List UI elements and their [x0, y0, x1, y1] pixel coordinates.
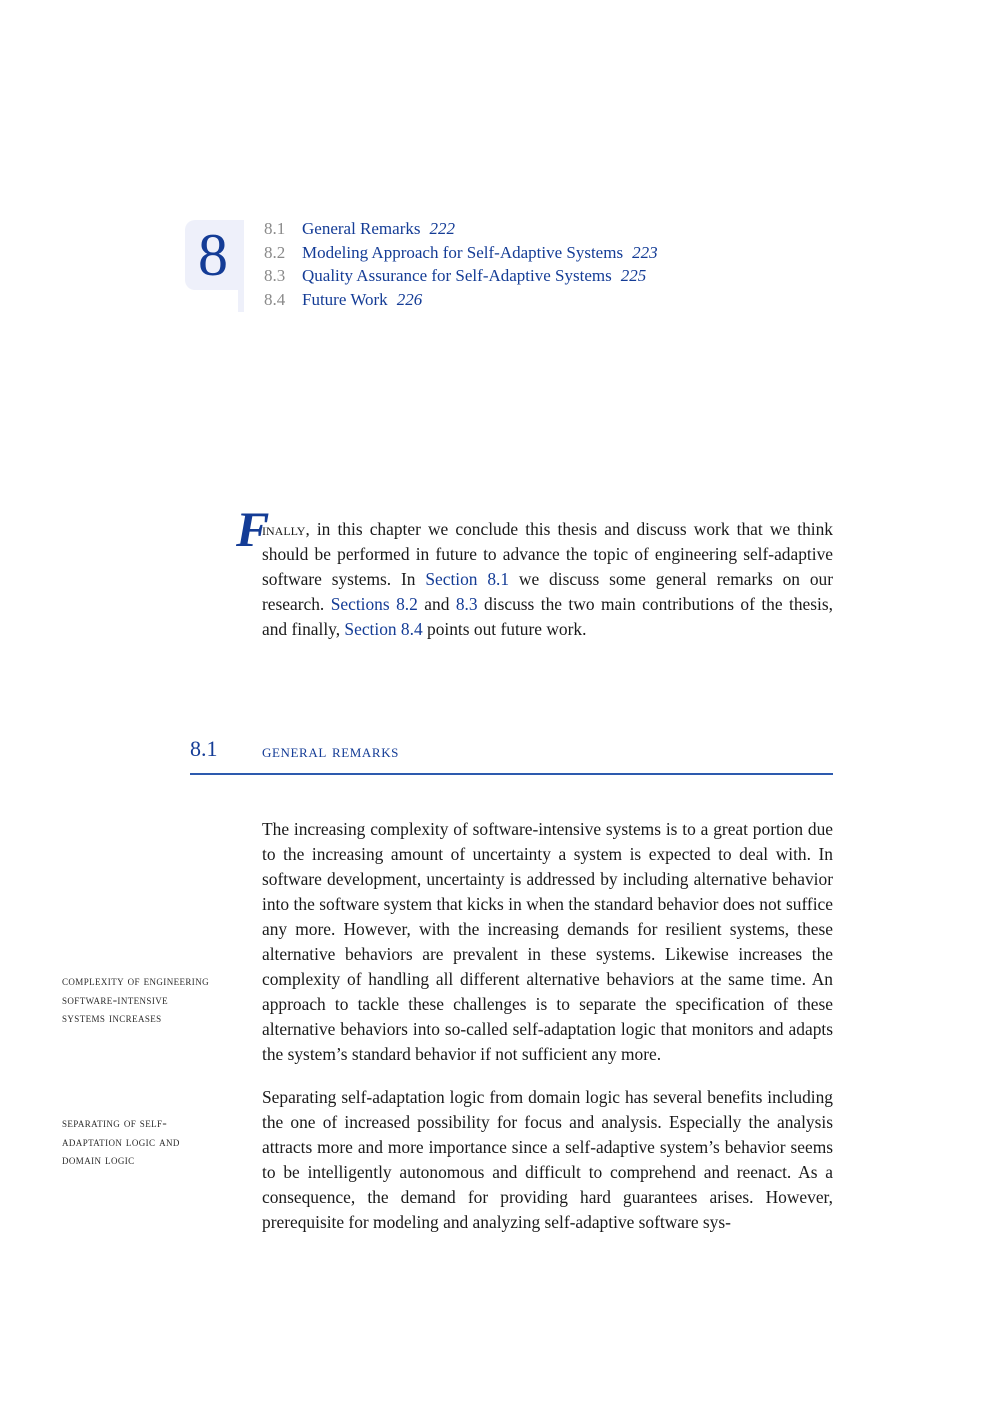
toc-entry-page[interactable]: 222 [429, 219, 455, 238]
section-link[interactable]: Section 8.4 [344, 619, 423, 639]
intro-text: and [417, 594, 456, 614]
body-paragraph: The increasing complexity of software-intensive systems is to a great portion due to the increasing amount of uncertainty a system is expected to deal with. In software development, uncertainty is addressed by including alternative behavior into the software system that kicks in when the standard behavior does not suffice any more. However, with the increasing demands for resilient systems, these alternative behaviors are prevalent in these systems. Likewise increases the complexity of handling all different alternative behaviors at the same time. An approach to tackle these challenges is to separate the specification of these alternative behaviors into so-called self-adaptation logic that monitors and adapts the system’s standard behavior if not sufficient any more. [262, 819, 833, 1064]
section-title: general remarks [262, 741, 400, 761]
body-paragraph: Separating self-adaptation logic from domain logic has several benefits including the one of increased possibility for focus and analysis. Especially the analysis attracts more and more importance since a self-adaptive system’s behavior seems to be intelligently autonomous and difficult to comprehend and reenact. As a consequence, the demand for providing hard guarantees arises. However, prerequisite for modeling and analyzing self-adaptive software sys- [262, 1087, 833, 1232]
toc-entry-number: 8.1 [264, 219, 286, 238]
toc-entry-number: 8.2 [264, 242, 286, 262]
section-link[interactable]: Sections 8.2 [330, 594, 418, 614]
toc-entry-title[interactable]: Modeling Approach for Self-Adaptive Systems [302, 242, 624, 262]
toc-entry-page[interactable]: 223 [632, 242, 658, 262]
chapter-toc [264, 217, 658, 312]
chapter-number: 8 [198, 222, 228, 288]
toc-entry[interactable] [264, 288, 658, 312]
toc-entry[interactable] [264, 217, 658, 241]
toc-entry-number: 8.3 [264, 266, 286, 286]
chapter-badge-strip [238, 220, 244, 312]
chapter-intro [236, 501, 833, 642]
toc-entry-title[interactable]: General Remarks [302, 219, 421, 238]
section-link[interactable]: 8.3 [455, 594, 478, 614]
toc-entry[interactable] [264, 264, 658, 288]
intro-text: in this chapter we conclude this thesis and discuss work that we think should be performed in future to advance the topic of engineering self-adaptive software systems. In [262, 519, 833, 589]
margin-note: separating of self-adaptation logic and domain logic [62, 1115, 180, 1167]
intro-text: points out future work. [422, 619, 587, 639]
toc-entry[interactable] [264, 241, 658, 265]
intro-text: we discuss some general remarks on our research. [262, 569, 833, 614]
toc-entry-title[interactable]: Quality Assurance for Self-Adaptive Systems [302, 266, 612, 286]
drop-cap: F [236, 501, 270, 557]
intro-text: discuss the two main contributions of the thesis, and finally, [262, 594, 833, 639]
margin-note: complexity of engineering software-intensive systems increases [62, 973, 209, 1025]
section-rule [190, 773, 833, 775]
intro-lead-word: inally, [262, 520, 310, 539]
section-number: 8.1 [190, 736, 218, 761]
toc-entry-number: 8.4 [264, 290, 286, 310]
section-link[interactable]: Section 8.1 [425, 569, 510, 589]
toc-entry-title[interactable]: Future Work [302, 290, 388, 310]
toc-entry-page[interactable]: 225 [620, 266, 647, 286]
toc-entry-page[interactable]: 226 [396, 290, 423, 310]
